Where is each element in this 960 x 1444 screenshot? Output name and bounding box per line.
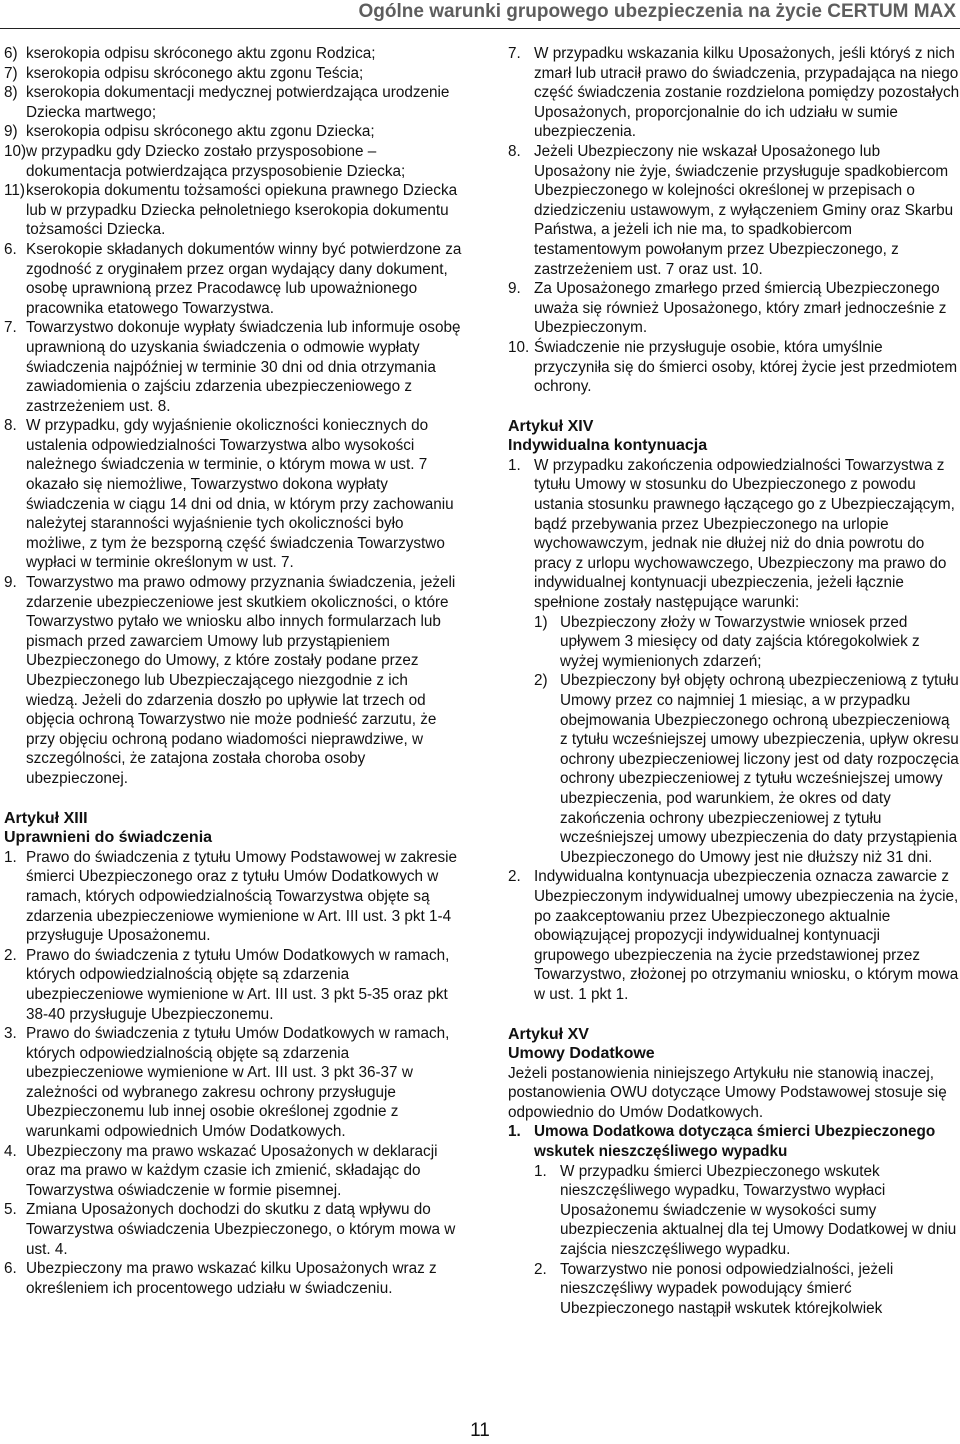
sub-point-text: W przypadku śmierci Ubezpieczonego wskutek nieszczęśliwego wypadku, Towarzystwo wypłaci Uposażonemu świadczenie w wysokości sumy ubezpieczenia aktualnej dla tej Umowy Dodatkowej w dniu zajścia nieszczęśliwego wypadku. [560,1162,957,1259]
sub-point-text: Ubezpieczony był objęty ochroną ubezpieczeniową z tytułu Umowy przez co najmniej 1 miesiąc, a w przypadku obejmowania Ubezpieczonego ochroną ubezpieczeniową z tytułu wcześniejszej umowy ubezpieczenia, upływ okresu ochrony ubezpieczeniowej liczony jest od daty rozpoczęcia ochrony ubezpieczeniowej z tytułu wcześniejszej umowy ubezpieczenia, pod warunkiem, że okres od daty zakończenia ochrony ubezpieczeniowej z tytułu wcześniejszej umowy ubezpieczenia do daty przystąpienia Ubezpieczonego do Umowy jest nie dłuższy niż 31 dni. [560,672,959,866]
paragraph-point [4,1200,462,1259]
point-text: W przypadku zakończenia odpowiedzialności Towarzystwa z tytułu Umowy w stosunku do Ubezpieczonego z powodu ustania stosunku prawnego łączącego go z Ubezpieczającym, bądź przebywania przez Ubezpieczonego na urlopie wychowawczym, jednak nie dłużej niż do dnia powrotu do pracy z urlopu wychowawczego, Ubezpieczony ma prawo do indywidualnej kontynuacji ubezpieczenia, jeżeli łącznie spełnione zostały następujące warunki: [534,456,955,612]
sub-point-number: 2) [534,672,548,690]
paragraph-point [4,573,462,789]
paragraph-point [4,1259,462,1298]
list-text: kserokopia odpisu skróconego aktu zgonu Rodzica; [26,45,376,62]
point-number: 8. [508,142,521,160]
point-number: 7. [508,45,521,62]
point-number: 5. [4,1201,17,1219]
point-number: 3. [4,1025,17,1043]
paragraph-point [4,318,462,416]
point-number: 8. [4,417,17,435]
sub-point-number: 2. [534,1260,547,1278]
paragraph-point [508,338,960,397]
right-column [508,44,960,1318]
list-number: 9) [4,123,18,141]
point-text: Indywidualna kontynuacja ubezpieczenia oznacza zawarcie z Ubezpieczonym indywidualnej umowy ubezpieczenia na życie, po zaakceptowaniu przez Ubezpieczonego aktualnie obowiązującej propozycji indywidualnej kontynuacji grupowego ubezpieczenia na życie przedstawionej przez Towarzystwo, złożonej po otrzymaniu wniosku, o którym mowa w ust. 1 pkt 1. [534,868,959,1003]
point-number: 4. [4,1142,17,1160]
sub-point [534,1162,960,1260]
list-text: kserokopia dokumentu tożsamości opiekuna prawnego Dziecka lub w przypadku Dziecka pełnoletniego kserokopia dokumentu tożsamości Dziecka. [26,182,458,239]
paragraph-point [4,946,462,1024]
paragraph-point [508,1122,960,1161]
point-number: 2. [4,946,17,964]
point-number: 9. [4,574,17,592]
point-text: W przypadku wskazania kilku Uposażonych, jeśli któryś z nich zmarł lub utracił prawo do świadczenia, przypadająca na niego część świadczenia zostanie rozdzielona pomiędzy pozostałych Uposażonych, proporcjonalnie do ich udziału w sumie ubezpieczenia. [534,45,960,141]
sub-point [534,1260,960,1319]
point-number: 2. [508,868,521,886]
point-text: Ubezpieczony ma prawo wskazać kilku Uposażonych wraz z określeniem ich procentowego udziału w świadczeniu. [26,1260,437,1297]
point-text: Prawo do świadczenia z tytułu Umów Dodatkowych w ramach, których odpowiedzialnością objęte są zdarzenia ubezpieczeniowe wymienione w Art. III ust. 3 pkt 36-37 w zależności od wybranego zakresu ochrony przysługuje Ubezpieczonemu lub innej osobie określonej zgodnie z warunkami odpowiednich Umów Dodatkowych. [26,1025,450,1141]
article-title: Artykuł XIV [508,417,594,435]
list-item [4,83,462,122]
paragraph-point [508,456,960,613]
list-text: w przypadku gdy Dziecko zostało przysposobione – dokumentacja potwierdzająca przysposobienie Dziecka; [26,142,406,180]
sub-point [534,671,960,867]
point-text: Jeżeli Ubezpieczony nie wskazał Uposażonego lub Uposażony nie żyje, świadczenie przysługuje spadkobiercom Ubezpieczonego w kolejności określonej w przepisach o dziedziczeniu ustawowym, z wyłączeniem Gminy oraz Skarbu Państwa, a jeżeli ich nie ma, to spadkobiercom testamentowym powołanym przez Ubezpieczonego, z zastrzeżeniem ust. 7 oraz ust. 10. [534,142,954,278]
paragraph-point [508,867,960,1004]
point-text: Towarzystwo dokonuje wypłaty świadczenia lub informuje osobę uprawnioną do uzyskania świadczenia o odmowie wypłaty świadczenia najpóźniej w terminie 30 dni od dnia otrzymania zawiadomienia o zajściu zdarzenia ubezpieczeniowego z zastrzeżeniem ust. 8. [26,319,461,415]
list-item [4,64,462,84]
point-text: Zmiana Uposażonych dochodzi do skutku z datą wpływu do Towarzystwa oświadczenia Ubezpieczonego, o którym mowa w ust. 4. [26,1201,456,1258]
article-subtitle: Uprawnieni do świadczenia [4,829,213,847]
list-item [4,142,462,181]
sub-point-number: 1) [534,613,548,631]
point-number: 7. [4,319,17,337]
sub-point-text: Towarzystwo nie ponosi odpowiedzialności, jeżeli nieszczęśliwy wypadek powodujący śmierć Ubezpieczonego nastąpił wskutek którejkolwiek [560,1260,894,1317]
paragraph-point [4,1142,462,1201]
point-number: 9. [508,280,521,298]
point-text: Towarzystwo ma prawo odmowy przyznania świadczenia, jeżeli zdarzenie ubezpieczeniowe jest skutkiem okoliczności, o które Towarzystwo pytało we wniosku albo innych formularzach lub pismach przed zawarciem Umowy lub przystąpieniem Ubezpieczonego do Umowy, z które zostały podane przez Ubezpieczonego lub Ubezpieczającego niezgodnie z ich wiedzą. Jeżeli do zdarzenia doszło po upływie lat trzech od objęcia ochroną Towarzystwo nie może podnieść zarzutu, że przy objęciu ochroną podano wiadomości nieprawdziwe, w szczególności, że zatajona została choroba osoby ubezpieczonej. [26,574,456,787]
list-number: 8) [4,84,18,102]
article-subtitle: Indywidualna kontynuacja [508,437,708,455]
point-number: 1. [508,1123,521,1141]
point-text: Ubezpieczony ma prawo wskazać Uposażonych w deklaracji oraz ma prawo w każdym czasie ich zmienić, składając do Towarzystwa oświadczenie w formie pisemnej. [26,1142,438,1199]
article-title: Artykuł XV [508,1025,589,1043]
paragraph-point [4,1024,462,1142]
paragraph-point [4,416,462,573]
article-subtitle: Umowy Dodatkowe [508,1045,655,1063]
paragraph-point [508,279,960,338]
point-text: Prawo do świadczenia z tytułu Umowy Podstawowej w zakresie śmierci Ubezpieczonego oraz z tytułu Umów Dodatkowych w ramach, których odpowiedzialnością Towarzystwa objęte są zdarzenia ubezpieczeniowe wymienione w Art. III ust. 3 pkt 1-4 przysługuje Uposażonemu. [26,848,458,945]
paragraph-point [508,142,960,279]
list-number: 10) [4,142,27,160]
point-text: Za Uposażonego zmarłego przed śmiercią Ubezpieczonego uważa się również Uposażonego, który zmarł jednocześnie z Ubezpieczonym. [534,280,947,337]
list-number: 11) [4,182,25,200]
sub-point-number: 1. [534,1162,547,1180]
document-title: Ogólne warunki grupowego ubezpieczenia na życie CERTUM MAX [358,1,956,22]
point-number: 1. [4,848,17,866]
list-item [4,44,462,64]
point-text: Kserokopie składanych dokumentów winny być potwierdzone za zgodność z oryginałem przez organ wydający dany dokument, osobę uprawnioną przez Pracodawcę lub upoważnionego pracownika etatowego Towarzystwa. [26,240,462,317]
point-number: 10. [508,338,530,356]
point-number: 6. [4,1260,17,1278]
article-intro: Jeżeli postanowienia niniejszego Artykułu nie stanowią inaczej, postanowienia OWU dotyczące Umowy Podstawowej stosuje się odpowiednio do Umów Dodatkowych. [508,1064,947,1121]
point-text: Prawo do świadczenia z tytułu Umów Dodatkowych w ramach, których odpowiedzialnością objęte są zdarzenia ubezpieczeniowe wymienione w Art. III ust. 3 pkt 5-35 oraz pkt 38-40 przysługuje Ubezpieczonemu. [26,946,450,1023]
sub-point [534,613,960,672]
point-heading: Umowa Dodatkowa dotycząca śmierci Ubezpieczonego wskutek nieszczęśliwego wypadku [534,1123,936,1161]
list-number: 7) [4,64,18,82]
paragraph-point [4,240,462,318]
list-number: 6) [4,45,18,62]
sub-point-text: Ubezpieczony złoży w Towarzystwie wniosek przed upływem 3 miesięcy od daty zajścia któregokolwiek z wyżej wymienionych zdarzeń; [560,613,920,670]
point-text: Świadczenie nie przysługuje osobie, która umyślnie przyczyniła się do śmierci osoby, której życie jest przedmiotem ochrony. [534,338,958,396]
article-title: Artykuł XIII [4,809,88,827]
list-text: kserokopia dokumentacji medycznej potwierdzająca urodzenie Dziecka martwego; [26,84,450,121]
list-item [4,122,462,142]
point-text: W przypadku, gdy wyjaśnienie okoliczności koniecznych do ustalenia odpowiedzialności Towarzystwa albo wysokości należnego świadczenia w terminie, o którym mowa w ust. 7 okazało się niemożliwe, Towarzystwo dokona wypłaty świadczenia w ciągu 14 dni od dnia, w którym przy zachowaniu należytej staranności wyjaśnienie tych okoliczności było możliwe, z tym że bezsporną część świadczenia Towarzystwo wypłaci w terminie określonym w ust. 7. [26,417,454,572]
page-header [0,0,960,29]
paragraph-point [4,848,462,946]
list-item [4,181,462,240]
list-text: kserokopia odpisu skróconego aktu zgonu Dziecka; [26,123,375,141]
point-number: 6. [4,240,17,258]
list-text: kserokopia odpisu skróconego aktu zgonu Teścia; [26,64,364,82]
paragraph-point [508,44,960,142]
point-number: 1. [508,456,521,474]
page-number: 11 [470,1420,490,1441]
left-column [4,44,462,1298]
